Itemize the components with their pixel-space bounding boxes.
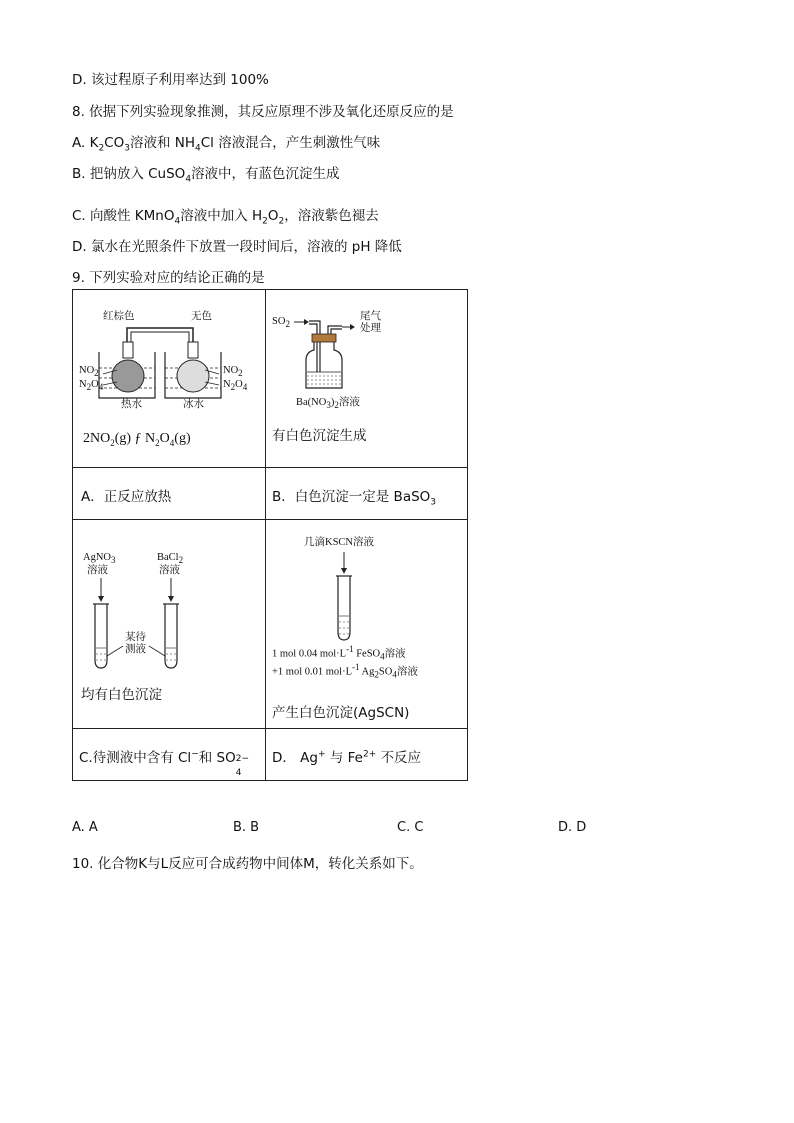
cell-c-conclusion [73,729,266,781]
q8-option-a: A. $K_2CO_3$溶液和 $NH_4Cl$ 溶液混合，产生刺激性气味 [72,135,381,154]
experiment-table [72,289,468,781]
conclusion-a: A．正反应放热 [81,489,172,505]
equilibrium-equation: $2NO_2(g)$ ƒ $N_2O_4(g)$ [83,431,191,448]
cell-a-conclusion [73,468,266,520]
label-sample-2: 测液 [125,644,146,655]
label-agno3: AgNO$_3$ [83,552,116,566]
label-bano3-solution: $Ba(NO_3)_2$溶液 [296,397,360,411]
label-no2-left: $NO_2$ [79,365,99,379]
q9-stem: 9. 下列实验对应的结论正确的是 [72,270,265,286]
label-treatment: 处理 [360,323,381,334]
cell-c-figure [73,520,266,729]
label-ag2so4-line: +1 mol 0.01 $mol\cdot L^{-1}$ $Ag_2SO_4$溶液 [272,662,418,680]
label-bacl2: BaCl$_2$ [157,552,184,566]
c-observation: 均有白色沉淀 [81,687,162,703]
label-n2o4-right: $N_2O_4$ [223,379,248,393]
q8-stem: 8. 依据下列实验现象推测，其反应原理不涉及氧化还原反应的是 [72,104,454,120]
q10-stem: 10. 化合物K与L反应可合成药物中间体M，转化关系如下。 [72,856,423,872]
label-feso4-line: 1 mol 0.04 $mol\cdot L^{-1}$ FeSO$_4$溶液 [272,644,406,662]
answer-option-c: C. C [397,820,424,835]
label-ice-water: 冰水 [183,399,204,410]
label-bacl2-solution: 溶液 [159,565,180,576]
label-tail-gas: 尾气 [360,311,381,322]
label-kscn-drops: 几滴KSCN溶液 [304,537,375,548]
label-n2o4-left: $N_2O_4$ [79,379,104,393]
answer-option-b: B. B [233,820,260,835]
label-hot-water: 热水 [121,399,142,410]
label-sample-1: 某待 [125,632,146,643]
label-agno3-solution: 溶液 [87,565,108,576]
d-observation: 产生白色沉淀(AgSCN) [272,705,410,721]
label-no2-right: $NO_2$ [223,365,243,379]
cell-d-conclusion [266,729,468,781]
q8-option-d: D. 氯水在光照条件下放置一段时间后，溶液的 pH 降低 [72,239,402,255]
cell-d-figure [266,520,468,729]
cell-b-conclusion [266,468,468,520]
label-red-brown: 红棕色 [103,311,135,322]
cell-b-figure [266,290,468,468]
label-colorless: 无色 [191,311,212,322]
answer-option-a: A. A [72,820,98,835]
kscn-test-tube [266,520,467,728]
q7-option-d: D. 该过程原子利用率达到 100% [72,72,269,88]
q8-option-c: C. 向酸性 KMnO$_4$溶液中加入 $H_2O_2$，溶液紫色褪去 [72,208,379,227]
b-observation: 有白色沉淀生成 [272,428,367,444]
conclusion-b: B．白色沉淀一定是 BaSO$_3$ [272,489,437,508]
answer-option-d: D. D [558,820,587,835]
label-so2: $SO_2$ [272,316,290,330]
cell-a-figure [73,290,266,468]
conclusion-c: C.待测液中含有 Cl−和 SO 2− 4 [79,749,250,778]
q8-option-b: B. 把钠放入 CuSO$_4$溶液中，有蓝色沉淀生成 [72,166,340,185]
conclusion-d: D． Ag+ 与 $Fe^{2+}$ 不反应 [272,749,422,766]
